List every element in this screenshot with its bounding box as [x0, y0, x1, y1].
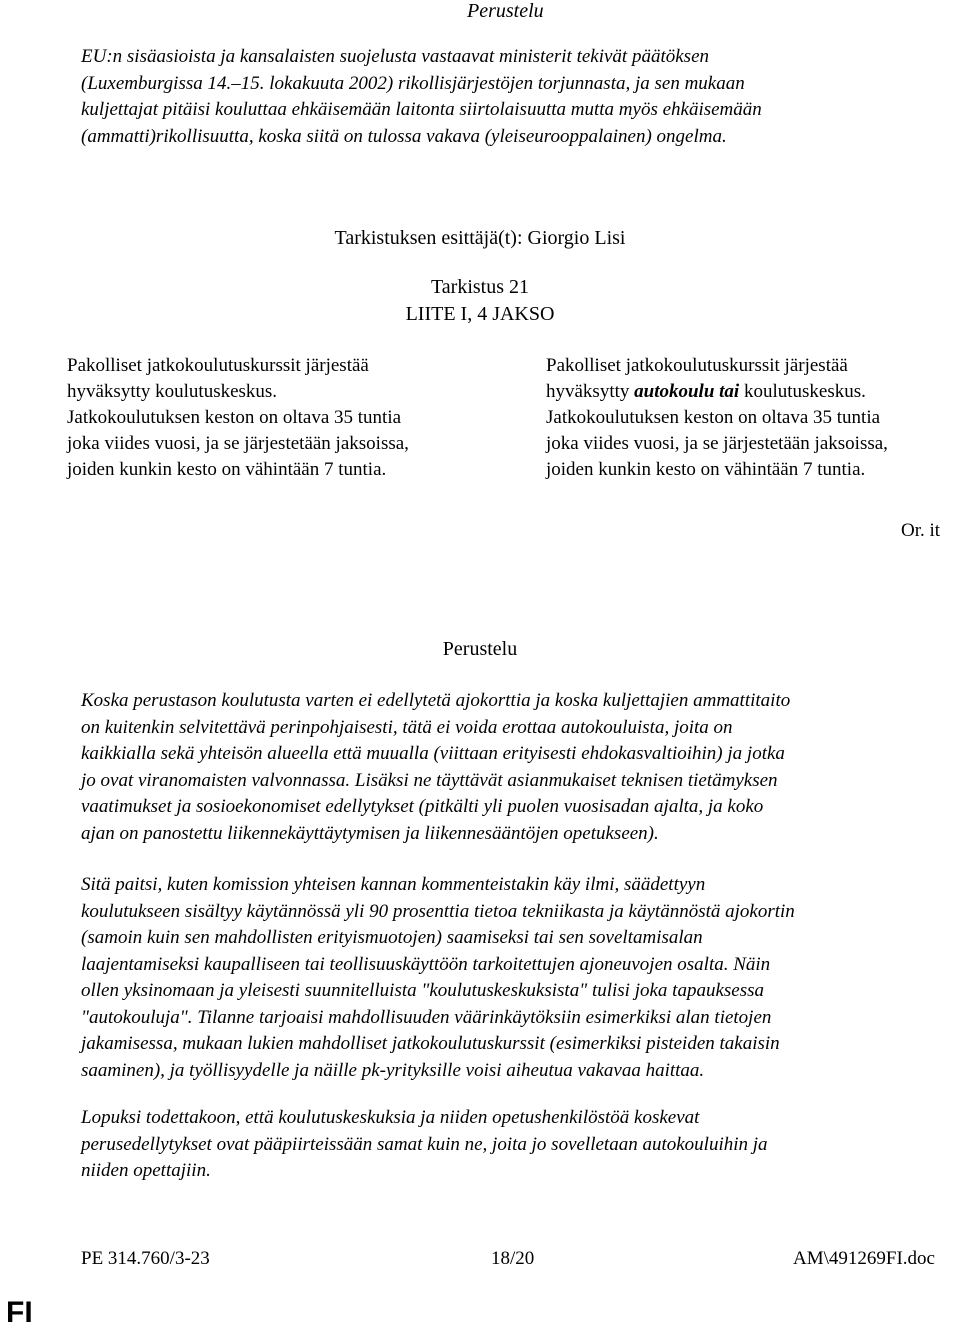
footer-document-ref: PE 314.760/3-23	[81, 1248, 210, 1269]
justification-paragraph-3	[81, 1105, 768, 1185]
language-tag: FI	[6, 1296, 33, 1329]
amended-text-line: Jatkokoulutuksen keston on oltava 35 tuntia	[546, 407, 881, 428]
top-justification-line: kuljettajat pitäisi kouluttaa ehkäisemään laitonta siirtolaisuutta mutta myös ehkäisemään	[81, 99, 762, 120]
top-justification-text	[81, 44, 762, 150]
paragraph-line: jo ovat viranomaisten valvonnassa. Lisäksi ne täyttävät asianmukaiset teknisen tietämyksen	[81, 769, 778, 791]
paragraph-line: kaikkialla sekä yhteisön alueella että muualla (viittaan erityisesti ehdokasvaltioihin) ja jotka	[81, 743, 785, 764]
paragraph-line: vaatimukset ja sosioekonomiset edellytykset (pitkälti yli puolen vuosisadan ajalta, ja koko	[81, 796, 764, 817]
amendment-number: Tarkistus 21	[430, 276, 530, 298]
amended-text-line: Pakolliset jatkokoulutuskurssit järjestää	[546, 355, 848, 376]
paragraph-line: "autokouluja". Tilanne tarjoaisi mahdollisuuden väärinkäytöksiin esimerkiksi alan tietojen	[81, 1006, 772, 1028]
amended-text-segment: koulutuskeskus.	[739, 381, 866, 402]
footer-page-number: 18/20	[491, 1248, 535, 1269]
paragraph-line: niiden opettajiin.	[81, 1160, 211, 1181]
paragraph-line: laajentamiseksi kaupalliseen tai teollisuuskäyttöön tarkoitettujen ajoneuvojen osalta. Näin	[81, 953, 771, 975]
paragraph-line: ajan on panostettu liikennekäyttäytymisen ja liikennesääntöjen opetukseen).	[81, 822, 659, 844]
top-justification-line: EU:n sisäasioista ja kansalaisten suojelusta vastaavat ministerit tekivät päätöksen	[81, 46, 710, 67]
paragraph-line: ollen yksinomaan ja yleisesti suunnitelluista "koulutuskeskuksista" tulisi joka tapauksessa	[81, 980, 764, 1001]
amendment-tabled-by: Tarkistuksen esittäjä(t): Giorgio Lisi	[334, 227, 626, 249]
original-text-line: hyväksytty koulutuskeskus.	[67, 381, 278, 402]
paragraph-line: saaminen), ja työllisyydelle ja näille pk-yrityksille voisi aiheutua vakavaa haittaa.	[81, 1059, 705, 1081]
top-justification-line: (Luxemburgissa 14.–15. lokakuuta 2002) rikollisjärjestöjen torjunnasta, ja sen mukaan	[81, 72, 745, 94]
original-text-line: joka viides vuosi, ja se järjestetään jaksoissa,	[67, 433, 409, 454]
paragraph-line: on kuitenkin selvitettävä perinpohjaisesti, tätä ei voida erottaa autokouluista, joita on	[81, 716, 733, 738]
original-text-line: Pakolliset jatkokoulutuskurssit järjestää	[67, 355, 369, 376]
bottom-justification-heading: Perustelu	[442, 638, 518, 660]
justification-paragraph-1	[81, 688, 790, 847]
amended-text-line	[546, 379, 946, 405]
amended-text-segment: hyväksytty	[546, 381, 635, 402]
paragraph-line: (samoin kuin sen mahdollisten erityismuotojen) saamiseksi tai sen soveltamisalan	[81, 927, 703, 948]
original-text-line: Jatkokoulutuksen keston on oltava 35 tuntia	[67, 407, 402, 428]
top-justification-line: (ammatti)rikollisuutta, koska siitä on tulossa vakava (yleiseurooppalainen) ongelma.	[81, 125, 727, 147]
original-text-column	[67, 353, 467, 483]
paragraph-line: Koska perustason koulutusta varten ei edellytetä ajokorttia ja koska kuljettajien ammattitaito	[81, 690, 791, 711]
paragraph-line: Sitä paitsi, kuten komission yhteisen kannan kommenteistakin käy ilmi, säädettyyn	[81, 874, 706, 895]
original-language-note: Or. it	[901, 520, 941, 541]
paragraph-line: jakamisessa, mukaan lukien mahdolliset jatkokoulutuskurssit (esimerkiksi pisteiden takaisin	[81, 1033, 780, 1054]
amended-text-line: joka viides vuosi, ja se järjestetään jaksoissa,	[546, 433, 888, 454]
top-justification-heading: Perustelu	[467, 0, 544, 22]
amended-insertion: autokoulu tai	[634, 381, 740, 402]
justification-paragraph-2	[81, 872, 795, 1084]
original-text-line: joiden kunkin kesto on vähintään 7 tuntia.	[67, 459, 387, 480]
paragraph-line: Lopuksi todettakoon, että koulutuskeskuksia ja niiden opetushenkilöstöä koskevat	[81, 1107, 700, 1128]
footer-file-ref: AM\491269FI.doc	[793, 1248, 935, 1269]
amendment-reference: LIITE I, 4 JAKSO	[405, 303, 555, 325]
amended-text-column	[546, 353, 946, 483]
paragraph-line: koulutukseen sisältyy käytännössä yli 90 prosenttia tietoa tekniikasta ja käytännöstä ajokortin	[81, 900, 795, 922]
paragraph-line: perusedellytykset ovat pääpiirteissään samat kuin ne, joita jo sovelletaan autokouluihin ja	[81, 1133, 768, 1155]
amended-text-line: joiden kunkin kesto on vähintään 7 tuntia.	[546, 459, 866, 480]
